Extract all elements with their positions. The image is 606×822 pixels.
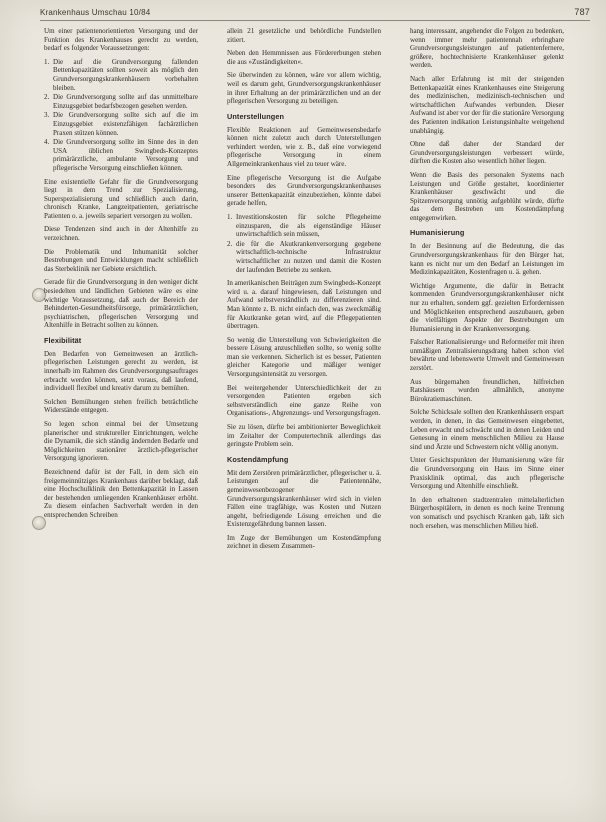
paragraph: Falscher Rationalisierung« und Reformeifer mit ihren unmäßigen Zentralisierungsdrang haben schon viel bewährte und lebenswerte Umwelt und Gemeinwesen zerstört. bbox=[410, 338, 564, 373]
paragraph: So wenig die Unterstellung von Schwierigkeiten die bessere Lösung anzuschließen sollte, so wenig sollte man sie verkennen. Sicherlich ist es besser, Patienten gleicher Kategorie und mäßiger weniger Versorgungsintensität zu versorgen. bbox=[227, 335, 381, 379]
paragraph: Sie zu lösen, dürfte bei ambitionierter Beweglichkeit im Zeitalter der Computertechnik allerdings das geringste Problem sein. bbox=[227, 423, 381, 449]
paragraph: So legen schon einmal bei der Umsetzung planerischer und struktureller Einrichtungen, welche die Dynamik, die sich ständig ändernden Bedarfe und Möglichkeiten stationärer ärztlich-pflegerischer Versorgung ignorieren. bbox=[44, 420, 198, 463]
paragraph: Flexible Reaktionen auf Gemeinwesensbedarfe können nicht zuletzt auch durch Unterstellungen verhindert werden, wie z. B., daß eine vorwiegend pflegerische Versorgung in einem Allgemeinkrankenhaus viel zu teuer wäre. bbox=[227, 125, 381, 169]
paragraph: Um einer patientenorientierten Versorgung und der Funktion des Krankenhauses gerecht zu werden, bedarf es folgender Voraussetzungen: bbox=[44, 27, 198, 53]
section-heading: Kostendämpfung bbox=[227, 454, 289, 464]
paragraph: Eine existentielle Gefahr für die Grundversorgung liegt in dem Trend zur Spezialisierung, Superspezialisierung und schließlich auch darin, chronisch Kranke, Langzeitpatienten, geriatrische Patienten o. a. jeweils separiert versorgen zu wollen. bbox=[44, 177, 198, 220]
paragraph: Im Zuge der Bemühungen um Kostendämpfung zeichnet in diesem Zusammen- bbox=[227, 533, 381, 551]
paragraph: Den Bedarfen von Gemeinwesen an ärztlich-pflegerischen Leistungen gerecht zu werden, ist innerhalb im Rahmen des Grundversorgungsauftrages erbracht werden können, setzt voraus, daß laufend, individuell flexibel und kreativ darum zu bemühen. bbox=[44, 349, 198, 393]
paragraph: hang interessant, angehender die Folgen zu bedenken, wenn immer mehr patientennah erbringbare Grundversorgungsleistungen auf patientenfernere, größere, hochtechnisierte Krankenhäuser gelenkt werden. bbox=[410, 27, 564, 70]
paragraph: Diese Tendenzen sind auch in der Altenhilfe zu verzeichnen. bbox=[44, 225, 198, 243]
page-number: 787 bbox=[574, 7, 590, 17]
paragraph: Mit dem Zerstören primärärztlicher, pflegerischer u. ä. Leistungen auf die Patientennähe, gemeinwesenbezogener Grundversorgungskrankenhäuser wird sich in vielen Fällen eine tragfähige, was Kosten und Nutzen angeht, befriedigende Lösung erreichen und die Existenzgefährdung bannen lassen. bbox=[227, 468, 381, 529]
numbered-list bbox=[227, 213, 381, 274]
list-item: 4. Die Grundversorgung sollte im Sinne des in den USA üblichen Swingbeds-Konzeptes primärärztliche, ambulante Versorgung und pflegerische Versorgung einschließen können. bbox=[44, 138, 198, 172]
paragraph: Unter Gesichtspunkten der Humanisierung wäre für die Grundversorgung ein Haus im Sinne einer Praxisklinik optimal, das auch pflegerische Versorgung und Altenhilfe einschließt. bbox=[410, 456, 564, 491]
paragraph: Solche Schicksale sollten den Krankenhäusern erspart werden, in denen, in das Gemeinwesen eingebettet, Leben erwacht und schwächt und in denen Leiden und Genesung in einem menschlichen Milieu zu Hause sind und Ärzte und Schwestern nicht völlig anonym. bbox=[410, 408, 564, 451]
paragraph: Wenn die Basis des personalen Systems nach Leistungen und Größe gestaltet, koordinierter Krankenhäuser geschwächt und die Spitzenversorgung unnötig aufgeblüht würde, dürfte das dem Bestreben um Kostendämpfung entgegenwirken. bbox=[410, 170, 564, 222]
paragraph: Sie überwinden zu können, wäre vor allem wichtig, weil es darum geht, Grundversorgungskrankenhäuser in ihrer Erhaltung an der primärärztlichen und an der pflegerischen Versorgung zu beteiligen. bbox=[227, 71, 381, 106]
journal-title: Krankenhaus Umschau 10/84 bbox=[40, 7, 151, 17]
paragraph: Neben den Hemmnissen aus Fördererbungen stehen die aus »Zuständigkeiten«. bbox=[227, 49, 381, 66]
text-column-1 bbox=[44, 27, 198, 525]
paragraph: In der Besinnung auf die Bedeutung, die das Grundversorgungskrankenhaus für den Bürger hat, kann es nicht nur um den Bedarf an Leistungen im Medizinkapazitäten, Kostenfragen u. ä. gehen. bbox=[410, 242, 564, 277]
text-column-2 bbox=[227, 27, 381, 556]
paragraph: Ohne daß daher der Standard der Grundversorgungsleistungen verbessert würde, dürften die Kosten also wesentlich höher liegen. bbox=[410, 140, 564, 166]
paragraph: Aus bürgernahen freundlichen, hilfreichen Ratshäusern wurden allmählich, anonyme Bürokratiemaschinen. bbox=[410, 377, 564, 403]
paragraph: Solchen Bemühungen stehen freilich beträchtliche Widerstände entgegen. bbox=[44, 397, 198, 415]
paragraph: Eine pflegerische Versorgung ist die Aufgabe besonders des Grundversorgungskrankenhauses unserer Bettenkapazität einzubeziehen, könnte dabei gerade helfen, bbox=[227, 173, 381, 208]
running-header bbox=[40, 4, 590, 21]
list-item: 1. Die auf die Grundversorgung fallenden Bettenkapazitäten sollten soweit als möglich den Grundversorgungskrankenhäusern vorbehalten bleiben. bbox=[44, 57, 198, 92]
list-item: 2. Die Grundversorgung sollte auf das unmittelbare Einzugsgebiet bedarfsbezogen gesehen werden. bbox=[44, 93, 198, 110]
paragraph: Bezeichnend dafür ist der Fall, in dem sich ein freigemeinnütziges Krankenhaus darüber beklagt, daß eine Hochschulklinik den Bettenkapazität in Lassen der bestehenden umliegenden Krankenhäuser erhöht. Zu diesem einfachen Sachverhalt werden in den entsprechenden Schreiben bbox=[44, 468, 198, 519]
paragraph: Bei weitergehender Unterschiedlichkeit der zu versorgenden Patienten ergeben sich selbstverständlich eine ganze Reihe von Organisations-, Abgrenzungs- und Versorgungsfragen. bbox=[227, 383, 381, 418]
list-item: 3. Die Grundversorgung sollte sich auf die im Einzugsgebiet existenzfähigen fachärztlichen Praxen stützen können. bbox=[44, 111, 198, 137]
section-heading: Flexibilität bbox=[44, 336, 82, 345]
paragraph: allein 21 gesetzliche und behördliche Fundstellen zitiert. bbox=[227, 27, 381, 44]
numbered-list bbox=[44, 58, 198, 173]
list-item: 2. die für die Akutkrankenversorgung gegebene wirtschaftlich-technische Infrastruktur wirtschaftlicher zu nutzen und damit die Kosten der laufenden Betriebe zu senken. bbox=[227, 239, 381, 274]
paragraph: Gerade für die Grundversorgung in den weniger dicht besiedelten und ländlichen Gebieten wäre es eine wichtige Voraussetzung, daß auch der Bereich der Behinderten-Gesundheitsfürsorge, primärärztlichen, psychiatrischen, pflegerischen Versorgung und Altenhilfe in Betracht sollten zu können. bbox=[44, 278, 198, 330]
section-heading: Humanisierung bbox=[410, 228, 465, 238]
list-item: 1. Investitionskosten für solche Pflegeheime einzusparen, die als eigenständige Häuser unwirtschaftlich sein müssen, bbox=[227, 212, 381, 239]
text-column-3 bbox=[410, 27, 564, 535]
paragraph: Die Problematik und Inhumanität solcher Bestrebungen und Entwicklungen macht schließlich das Sterbeklinik ner Gebiete ersichtlich. bbox=[44, 247, 198, 273]
paragraph: In amerikanischen Beiträgen zum Swingbeds-Konzept wird u. a. darauf hingewiesen, daß Leistungen und Aufwand selbstverständlich zu differenzieren sind. Man könnte z. B. nicht einfach den, was zweckmäßig für Akutkranke getan wird, auf die Pflegepatienten übertragen. bbox=[227, 279, 381, 331]
section-heading: Unterstellungen bbox=[227, 111, 285, 121]
paragraph: In den erhaltenen stadtzentralen mittelalterlichen Bürgerhospitälern, in denen es noch keine Trennung von somatisch und psychisch Kranken gab, läßt sich noch ersehen, was menschlichen Milieu hieß. bbox=[410, 495, 564, 530]
paragraph: Wichtige Argumente, die dafür in Betracht kommenden Grundversorgungskrankenhäuser nicht nur zu erhalten, sondern ggf. gezielten Erfordernissen und Möglichkeiten entsprechend auszubauen, geben die vielfältigen Aspekte der Bestrebungen um Humanisierung in der Krankenversorgung. bbox=[410, 281, 564, 333]
paragraph: Nach aller Erfahrung ist mit der steigenden Bettenkapazität eines Krankenhauses eine Steigerung des medizinischen, medizinisch-technischen und wirtschaftlichen Aufwandes verbunden. Dieser Aufwand ist aber vor der für die stationäre Versorgung des Patienten indikation Leistungsinhalte weitgehend unabhängig. bbox=[410, 74, 564, 135]
